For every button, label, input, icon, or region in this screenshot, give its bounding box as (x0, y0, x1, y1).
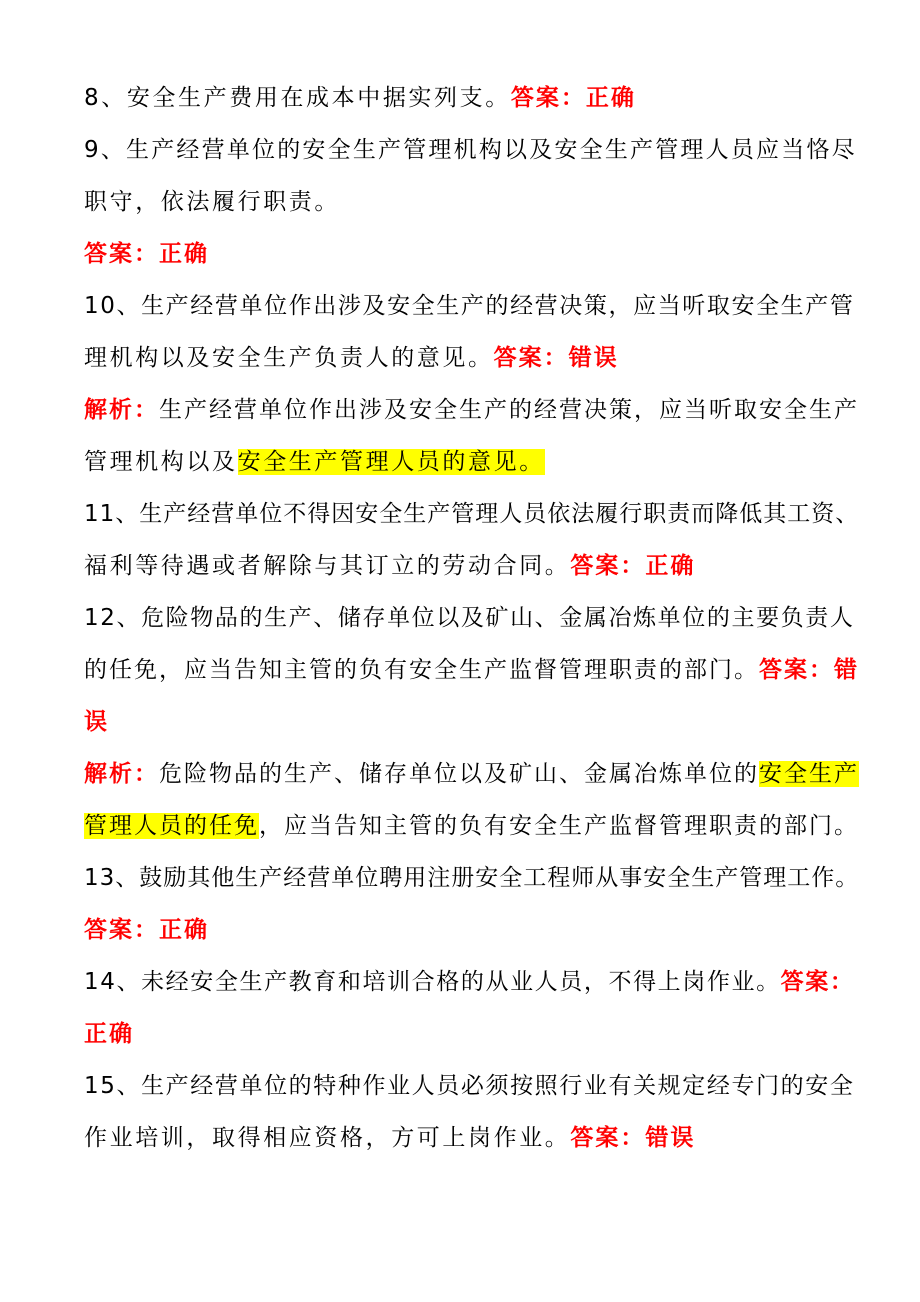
answer-9-value: 正确 (159, 241, 209, 267)
question-10-text: 理机构以及安全生产负责人的意见。 (84, 345, 494, 371)
analysis-12-highlight-1: 安全生产 (759, 761, 859, 787)
answer-15-value: 错误 (645, 1125, 696, 1151)
question-10-line-1: 10、生产经营单位作出涉及安全生产的经营决策，应当听取安全生产管 (84, 293, 855, 319)
answer-12-value-part2: 误 (84, 709, 109, 735)
analysis-10-line-2 (84, 436, 854, 488)
document-page (84, 72, 860, 1164)
analysis-10-label: 解析： (84, 397, 159, 423)
answer-13-line (84, 904, 854, 956)
analysis-12-label: 解析： (84, 761, 159, 787)
answer-9-label: 答案： (84, 241, 159, 267)
question-9-line-2: 职守，依法履行职责。 (84, 189, 340, 215)
answer-13-label: 答案： (84, 917, 159, 943)
answer-13-value: 正确 (159, 917, 209, 943)
answer-8-label: 答案： (510, 85, 586, 111)
question-15-text: 作业培训，取得相应资格，方可上岗作业。 (84, 1125, 571, 1151)
question-8-text: 8、安全生产费用在成本中据实列支。 (84, 85, 511, 111)
answer-12-line-3 (84, 696, 854, 748)
question-8-line-1 (84, 72, 854, 124)
answer-12-value-part1: 错 (834, 657, 859, 683)
answer-10-label: 答案： (493, 345, 569, 371)
question-11-line-2 (84, 540, 854, 592)
question-13-line-1: 13、鼓励其他生产经营单位聘用注册安全工程师从事安全生产管理工作。 (84, 865, 860, 891)
analysis-12-text: 危险物品的生产、储存单位以及矿山、金属冶炼单位的 (159, 761, 759, 787)
question-11-line-1: 11、生产经营单位不得因安全生产管理人员依法履行职责而降低其工资、 (84, 501, 860, 527)
answer-9-line (84, 228, 854, 280)
question-15-line-1: 15、生产经营单位的特种作业人员必须按照行业有关规定经专门的安全 (84, 1073, 855, 1099)
analysis-12-text-2: ，应当告知主管的负有安全生产监督管理职责的部门。 (259, 813, 859, 839)
answer-11-value: 正确 (645, 553, 696, 579)
answer-11-label: 答案： (570, 553, 646, 579)
answer-8-value: 正确 (585, 85, 636, 111)
answer-10-value: 错误 (568, 345, 619, 371)
question-11-text: 福利等待遇或者解除与其订立的劳动合同。 (84, 553, 571, 579)
question-14-text: 14、未经安全生产教育和培训合格的从业人员，不得上岗作业。 (84, 969, 781, 995)
question-12-line-2 (84, 644, 859, 696)
question-14-line-1 (84, 956, 854, 1008)
question-9-line-1: 9、生产经营单位的安全生产管理机构以及安全生产管理人员应当恪尽 (84, 137, 857, 163)
answer-15-label: 答案： (570, 1125, 646, 1151)
question-15-line-2 (84, 1112, 854, 1164)
answer-14-line (84, 1008, 854, 1060)
question-12-line-1: 12、危险物品的生产、储存单位以及矿山、金属冶炼单位的主要负责人 (84, 605, 855, 631)
answer-12-label: 答案： (759, 657, 834, 683)
question-10-line-2 (84, 332, 854, 384)
analysis-10-text-2: 管理机构以及 (84, 449, 238, 475)
answer-14-label: 答案： (780, 969, 855, 995)
analysis-12-line-1 (84, 748, 859, 800)
analysis-12-highlight-2: 管理人员的任免 (84, 813, 259, 839)
analysis-10-text: 生产经营单位作出涉及安全生产的经营决策，应当听取安全生产 (159, 397, 859, 423)
analysis-10-line-1 (84, 384, 859, 436)
question-12-text: 的任免，应当告知主管的负有安全生产监督管理职责的部门。 (84, 657, 759, 683)
analysis-10-highlight: 安全生产管理人员的意见。 (237, 449, 545, 475)
analysis-12-line-2 (84, 800, 859, 852)
answer-14-value: 正确 (84, 1021, 134, 1047)
